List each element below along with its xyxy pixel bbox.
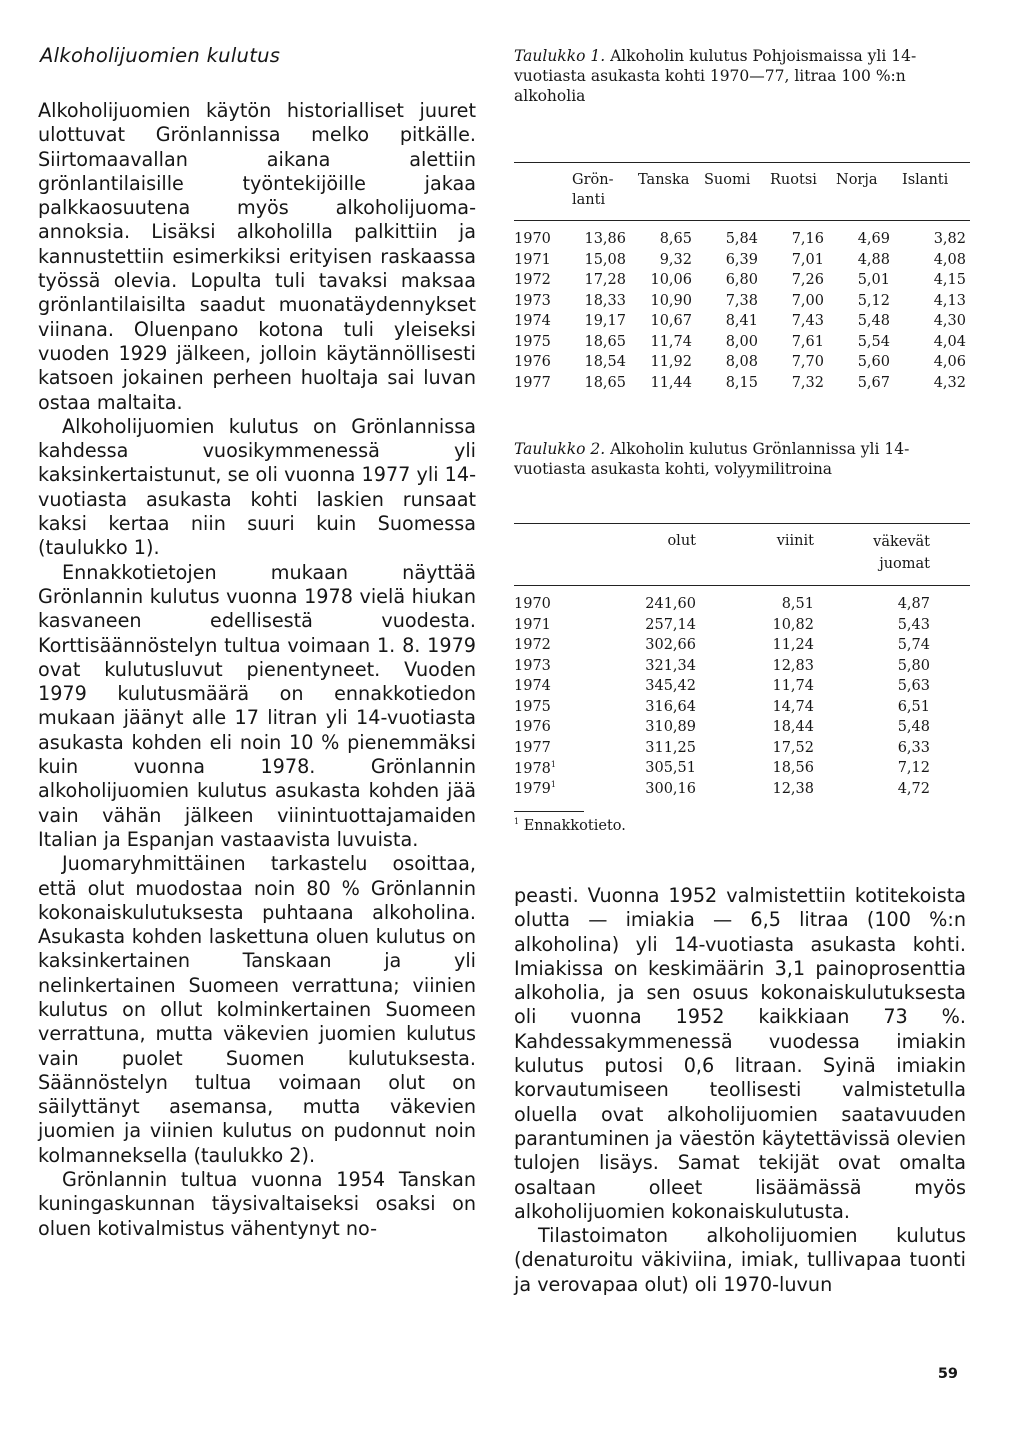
section-title: Alkoholijuomien kulutus: [40, 44, 281, 67]
table-cell: 7,38: [725, 292, 758, 309]
table-cell: 4,88: [857, 251, 890, 268]
table-cell: 6,80: [725, 272, 758, 289]
table-cell: 4,06: [933, 354, 966, 371]
row-year-text: 1974: [514, 678, 551, 695]
table-row: [514, 656, 970, 677]
table-cell: 8,15: [725, 374, 758, 391]
table-cell: 5,48: [897, 719, 930, 736]
table-cell: 10,67: [650, 313, 692, 330]
table-cell: 4,32: [933, 374, 966, 391]
table-cell: 8,51: [781, 596, 814, 613]
table-cell: 7,01: [791, 251, 824, 268]
row-year-text: 1970: [514, 596, 551, 613]
table-cell: 5,80: [897, 657, 930, 674]
table-spacer: [930, 779, 970, 806]
table1-col-header: Tanska: [638, 163, 704, 221]
table-cell: 7,70: [791, 354, 824, 371]
table-cell: 12,38: [772, 780, 814, 797]
table-row: [514, 311, 970, 332]
table-cell: 8,41: [725, 313, 758, 330]
table-cell: 18,54: [584, 354, 626, 371]
table-cell: 3,82: [933, 231, 966, 248]
table-cell: 13,86: [584, 231, 626, 248]
paragraph: Tilastoimaton alkoholijuomien kulutus (denaturoitu väkiviina, imiak, tullivapaa tuonti ja verovapaa olut) oli 1970-luvun: [514, 1224, 966, 1296]
row-year-text: 1977: [514, 739, 551, 756]
table-spacer: [930, 656, 970, 677]
row-year-text: 1975: [514, 698, 551, 715]
paragraph: Alkoholijuomien käytön historialliset juuret ulottuvat Grönlannissa melko pitkälle. Siirtomaavallan aikana alettiin grönlantilaisille työntekijöille jakaa palkkaosuutena myös alkoholijuoma-annoksia. Lisäksi alkoholilla palkittiin ja kannustettiin esimerkiksi erityisen raskaassa työssä olevia. Lopulta tuli tavaksi maksaa grönlantilaisilta saadut muonatäydennykset viinana. Oluenpano kotona tuli yleiseksi vuoden 1929 jälkeen, jolloin käytännöllisesti katsoen jokainen perheen huoltaja sai luvan ostaa maltaita.: [38, 99, 476, 414]
paragraph: Alkoholijuomien kulutus on Grönlannissa kahdessa vuosikymmenessä yli kaksinkertaistunut, se oli vuonna 1977 yli 14-vuotiasta asukasta kohti laskien runsaat kaksi kertaa niin suuri kuin Suomessa (taulukko 1).: [38, 414, 476, 560]
table-cell: 4,69: [857, 231, 890, 248]
table2-col-header: viinit: [704, 524, 814, 586]
table-cell: 10,82: [772, 616, 814, 633]
table2-caption: [514, 439, 970, 479]
table-cell: 4,72: [897, 780, 930, 797]
table-cell: 4,87: [897, 596, 930, 613]
table-cell: 10,90: [650, 292, 692, 309]
row-year: [514, 586, 594, 615]
row-year: [514, 656, 594, 677]
table-spacer: [930, 615, 970, 636]
table1-label: Taulukko 1.: [514, 47, 606, 65]
table-row: [514, 332, 970, 353]
table-row: [514, 697, 970, 718]
table-cell: 5,63: [897, 678, 930, 695]
table-cell: 17,52: [772, 739, 814, 756]
table-cell: 10,06: [650, 272, 692, 289]
table-cell: 6,33: [897, 739, 930, 756]
table-cell: 11,24: [772, 637, 814, 654]
table-spacer: [930, 635, 970, 656]
table1-body: [514, 221, 970, 394]
table-cell: 257,14: [645, 616, 696, 633]
row-year: 1973: [514, 292, 551, 309]
table-row: [514, 586, 970, 615]
table1: [514, 162, 970, 393]
table-spacer: [930, 758, 970, 779]
table2-body: [514, 586, 970, 806]
table2-corner: [514, 524, 594, 586]
row-year-text: 1973: [514, 657, 551, 674]
table-cell: 5,48: [857, 313, 890, 330]
table-row: [514, 250, 970, 271]
footnote-mark: 1: [550, 780, 556, 790]
row-year: [514, 676, 594, 697]
row-year: [514, 635, 594, 656]
table-cell: 8,65: [659, 231, 692, 248]
table-cell: 5,43: [897, 616, 930, 633]
table-cell: 4,15: [933, 272, 966, 289]
table-cell: 241,60: [645, 596, 696, 613]
row-year: 1972: [514, 272, 551, 289]
table1-col-header: Suomi: [704, 163, 770, 221]
table-cell: 302,66: [645, 637, 696, 654]
table1-caption-text: Alkoholin kulutus Pohjoismaissa yli 14-vuotiasta asukasta kohti 1970—77, litraa 100 %:n alkoholia: [514, 47, 917, 105]
table-cell: 11,92: [650, 354, 692, 371]
row-year: [514, 717, 594, 738]
paragraph: Juomaryhmittäinen tarkastelu osoittaa, että olut muodostaa noin 80 % Grönlannin kokonaiskulutuksesta puhtaana alkoholina. Asukasta kohden laskettuna oluen kulutus on kaksinkertainen Tanskaan ja yli nelinkertainen Suomeen verrattuna; viinien kulutus on ollut kolminkertainen Suomeen verrattuna, mutta väkevien juomien kulutus vain puolet Suomen kulutuksesta. Säännöstelyn tultua voimaan olut on säilyttänyt asemansa, mutta väkevien juomien ja viinien kulutus on pudonnut noin kolmanneksella (taulukko 2).: [38, 852, 476, 1167]
table-row: [514, 352, 970, 373]
table-cell: 7,16: [791, 231, 824, 248]
table-cell: 5,54: [857, 333, 890, 350]
table-cell: 9,32: [659, 251, 692, 268]
table-cell: 5,74: [897, 637, 930, 654]
table1-col-header: Grön- lanti: [572, 163, 638, 221]
row-year: 1974: [514, 313, 551, 330]
table-cell: 6,39: [725, 251, 758, 268]
row-year: [514, 779, 594, 806]
row-year: [514, 697, 594, 718]
left-column: [38, 28, 476, 1241]
table-cell: 12,83: [772, 657, 814, 674]
table-cell: 11,44: [650, 374, 692, 391]
table-row: [514, 758, 970, 779]
table-spacer: [930, 697, 970, 718]
table-cell: 316,64: [645, 698, 696, 715]
table-cell: 8,00: [725, 333, 758, 350]
table-cell: 4,08: [933, 251, 966, 268]
table1-col-header: Ruotsi: [770, 163, 836, 221]
table1-col-header: Islanti: [902, 163, 970, 221]
table-cell: 8,08: [725, 354, 758, 371]
row-year-text: 1976: [514, 719, 551, 736]
row-year: [514, 738, 594, 759]
table-row: [514, 635, 970, 656]
table-spacer: [930, 717, 970, 738]
row-year: 1970: [514, 231, 551, 248]
table-row: [514, 221, 970, 250]
table2-spacer: [930, 524, 970, 586]
footnote-text: Ennakkotieto.: [523, 817, 626, 834]
table2-col-header: väkevät juomat: [814, 524, 930, 586]
table-spacer: [930, 738, 970, 759]
footnote-mark: 1: [550, 759, 556, 769]
row-year: [514, 615, 594, 636]
table2-label: Taulukko 2.: [514, 440, 606, 458]
table-cell: 345,42: [645, 678, 696, 695]
row-year-text: 1971: [514, 616, 551, 633]
table-cell: 15,08: [584, 251, 626, 268]
table-spacer: [930, 676, 970, 697]
table-row: [514, 270, 970, 291]
table-row: [514, 373, 970, 394]
table-cell: 7,32: [791, 374, 824, 391]
table-cell: 18,44: [772, 719, 814, 736]
table-row: [514, 738, 970, 759]
row-year: [514, 758, 594, 779]
table-cell: 305,51: [645, 760, 696, 777]
table-cell: 4,30: [933, 313, 966, 330]
table-cell: 7,43: [791, 313, 824, 330]
table-row: [514, 779, 970, 806]
table-cell: 11,74: [650, 333, 692, 350]
table1-caption: [514, 46, 970, 106]
row-year: 1977: [514, 374, 551, 391]
table-cell: 5,01: [857, 272, 890, 289]
table-cell: 6,51: [897, 698, 930, 715]
table-cell: 311,25: [645, 739, 696, 756]
row-year-text: 1979: [514, 781, 551, 798]
table1-corner: [514, 163, 572, 221]
row-year: 1975: [514, 333, 551, 350]
table-cell: 4,04: [933, 333, 966, 350]
table-row: [514, 676, 970, 697]
row-year: 1976: [514, 354, 551, 371]
paragraph: Grönlannin tultua vuonna 1954 Tanskan kuningaskunnan täysivaltaiseksi osaksi on oluen kotivalmistus vähentynyt no-: [38, 1168, 476, 1240]
table2: [514, 523, 970, 805]
row-year-text: 1972: [514, 637, 551, 654]
table-cell: 14,74: [772, 698, 814, 715]
right-column: [514, 28, 970, 834]
table-cell: 5,12: [857, 292, 890, 309]
table-cell: 300,16: [645, 780, 696, 797]
table2-col-header: olut: [594, 524, 704, 586]
table-cell: 7,26: [791, 272, 824, 289]
table-cell: 321,34: [645, 657, 696, 674]
row-year: 1971: [514, 251, 551, 268]
table-row: [514, 615, 970, 636]
table-row: [514, 291, 970, 312]
table-cell: 5,60: [857, 354, 890, 371]
right-bottom-column: [514, 884, 966, 1297]
table-cell: 7,12: [897, 760, 930, 777]
paragraph: peasti. Vuonna 1952 valmistettiin kotitekoista olutta — imiakia — 6,5 litraa (100 %:n alkoholina) yli 14-vuotiasta asukasta kohti. Imiakissa on keskimäärin 3,1 painoprosenttia alkoholia, ja sen osuus kokonaiskulutuksesta oli vuonna 1952 kaikkiaan 73 %. Kahdessakymmenessä vuodessa imiakin kulutus putosi 0,6 litraan. Syinä imiakin korvautumiseen teollisesti valmistetulla oluella ovat alkoholijuomien saatavuuden parantuminen ja väestön käytettävissä olevien tulojen lisäys. Samat tekijät ovat omalta osaltaan olleet lisäämässä myös alkoholijuomien kokonaiskulutusta.: [514, 884, 966, 1223]
table-cell: 18,33: [584, 292, 626, 309]
table2-caption-text: Alkoholin kulutus Grönlannissa yli 14-vuotiasta asukasta kohti, volyymilitroina: [514, 440, 910, 478]
paragraph: Ennakkotietojen mukaan näyttää Grönlannin kulutus vuonna 1978 vielä hiukan kasvaneen edellisestä vuodesta. Korttisäännöstelyn tultua voimaan 1. 8. 1979 ovat kulutusluvut pienentyneet. Vuoden 1979 kulutusmäärä on ennakkotiedon mukaan jäänyt alle 17 litran yli 14-vuotiasta asukasta kohden eli noin 10 % pienemmäksi kuin vuonna 1978. Grönlannin alkoholijuomien kulutus asukasta kohden jää vain vähän jälkeen viinintuottajamaiden Italian ja Espanjan vastaavista luvuista.: [38, 560, 476, 851]
table-cell: 18,65: [584, 374, 626, 391]
table-cell: 18,65: [584, 333, 626, 350]
table-cell: 19,17: [584, 313, 626, 330]
table-cell: 5,84: [725, 231, 758, 248]
table-cell: 7,61: [791, 333, 824, 350]
table-cell: 17,28: [584, 272, 626, 289]
table-spacer: [930, 586, 970, 615]
table-cell: 18,56: [772, 760, 814, 777]
table-cell: 4,13: [933, 292, 966, 309]
table-cell: 5,67: [857, 374, 890, 391]
footnote: [514, 817, 970, 834]
table1-col-header: Norja: [836, 163, 902, 221]
page-number: 59: [937, 1366, 958, 1382]
table-cell: 7,00: [791, 292, 824, 309]
table-cell: 11,74: [772, 678, 814, 695]
row-year-text: 1978: [514, 760, 551, 777]
table-row: [514, 717, 970, 738]
footnote-mark: 1: [514, 817, 520, 826]
footnote-rule: [514, 811, 584, 812]
table-cell: 310,89: [645, 719, 696, 736]
